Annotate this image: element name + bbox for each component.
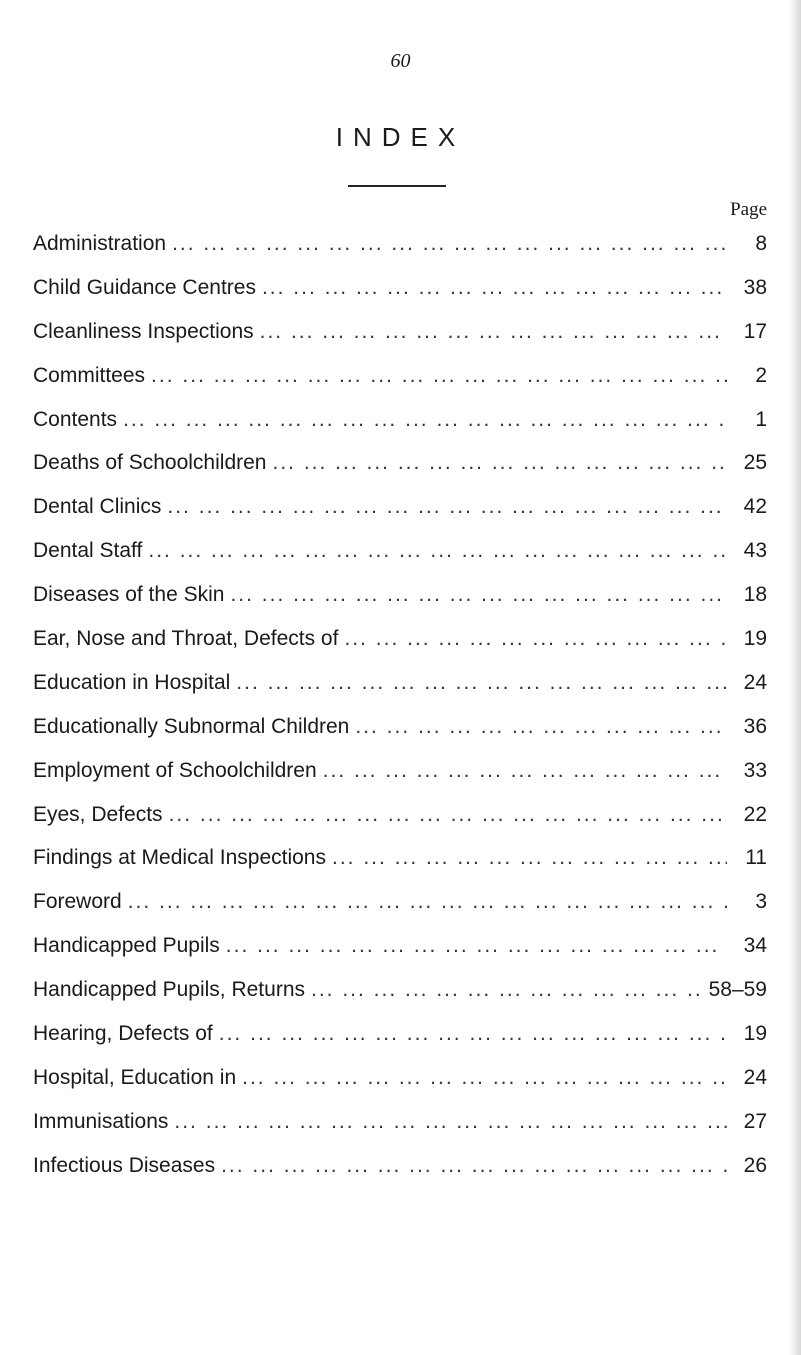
- dot-leader: [221, 1154, 727, 1178]
- index-entry: [33, 793, 767, 837]
- title-rule: [348, 185, 446, 187]
- dot-leader: [272, 451, 727, 475]
- dot-leader: [169, 803, 727, 827]
- entry-page: 2: [755, 363, 767, 387]
- index-entry: [33, 573, 767, 617]
- entry-page: 27: [743, 1109, 767, 1133]
- entry-page: 19: [743, 626, 767, 650]
- entry-page: 33: [743, 758, 767, 782]
- entry-label: Employment of Schoolchildren: [33, 758, 317, 782]
- dot-leader: [148, 539, 727, 563]
- entry-label: Educationally Subnormal Children: [33, 714, 350, 738]
- entry-page: 22: [743, 802, 767, 826]
- index-entry: [33, 398, 767, 442]
- entry-label: Handicapped Pupils: [33, 934, 220, 958]
- entry-page: 11: [745, 846, 767, 870]
- entry-label: Dental Clinics: [33, 495, 162, 519]
- index-entry: [33, 1056, 767, 1100]
- entry-label: Diseases of the Skin: [33, 583, 225, 607]
- entry-page: 43: [743, 539, 767, 563]
- dot-leader: [172, 232, 727, 256]
- entry-label: Handicapped Pupils, Returns: [33, 978, 305, 1002]
- entry-label: Committees: [33, 363, 146, 387]
- entry-page: 8: [755, 231, 767, 255]
- dot-leader: [323, 759, 727, 783]
- entry-page: 25: [743, 451, 767, 475]
- dot-leader: [219, 1022, 727, 1046]
- index-entry: [33, 222, 767, 266]
- entry-page: 24: [743, 1065, 767, 1089]
- index-entry: [33, 968, 767, 1012]
- index-entry: [33, 880, 767, 924]
- dot-leader: [311, 978, 703, 1002]
- entry-page: 1: [755, 407, 767, 431]
- index-entry: [33, 924, 767, 968]
- dot-leader: [236, 671, 727, 695]
- entry-label: Infectious Diseases: [33, 1153, 216, 1177]
- index-entries: [33, 222, 767, 1188]
- page-edge-shadow: [789, 0, 801, 1355]
- entry-page: 42: [743, 495, 767, 519]
- index-entry: [33, 485, 767, 529]
- dot-leader: [355, 715, 727, 739]
- entry-label: Contents: [33, 407, 118, 431]
- index-entry: [33, 749, 767, 793]
- dot-leader: [230, 583, 727, 607]
- index-entry: [33, 1100, 767, 1144]
- entry-label: Findings at Medical Inspections: [33, 846, 326, 870]
- entry-label: Hearing, Defects of: [33, 1021, 213, 1045]
- entry-label: Dental Staff: [33, 539, 143, 563]
- dot-leader: [262, 276, 727, 300]
- index-entry: [33, 661, 767, 705]
- dot-leader: [226, 934, 727, 958]
- entry-label: Education in Hospital: [33, 670, 231, 694]
- page-number: 60: [390, 50, 411, 72]
- entry-page: 36: [743, 714, 767, 738]
- entry-page: 38: [743, 275, 767, 299]
- entry-label: Administration: [33, 231, 167, 255]
- index-entry: [33, 705, 767, 749]
- entry-page: 3: [755, 890, 767, 914]
- dot-leader: [128, 890, 727, 914]
- entry-page: 34: [743, 934, 767, 958]
- entry-label: Deaths of Schoolchildren: [33, 451, 267, 475]
- entry-label: Ear, Nose and Throat, Defects of: [33, 626, 339, 650]
- entry-label: Foreword: [33, 890, 122, 914]
- index-entry: [33, 617, 767, 661]
- entry-label: Cleanliness Inspections: [33, 319, 254, 343]
- index-entry: [33, 354, 767, 398]
- index-entry: [33, 529, 767, 573]
- dot-leader: [344, 627, 727, 651]
- entry-page: 17: [743, 319, 767, 343]
- entry-page: 19: [743, 1021, 767, 1045]
- index-title: INDEX: [335, 122, 466, 152]
- entry-label: Hospital, Education in: [33, 1065, 237, 1089]
- dot-leader: [260, 320, 727, 344]
- dot-leader: [332, 846, 727, 870]
- entry-label: Child Guidance Centres: [33, 275, 256, 299]
- index-entry: [33, 266, 767, 310]
- dot-leader: [242, 1066, 727, 1090]
- dot-leader: [151, 364, 727, 388]
- index-entry: [33, 441, 767, 485]
- index-entry: [33, 836, 767, 880]
- entry-page: 26: [743, 1153, 767, 1177]
- page-column-heading: Page: [730, 199, 767, 220]
- entry-page: 18: [743, 583, 767, 607]
- entry-page: 24: [743, 670, 767, 694]
- index-entry: [33, 1012, 767, 1056]
- entry-label: Immunisations: [33, 1109, 169, 1133]
- entry-page: 58–59: [708, 978, 767, 1002]
- dot-leader: [167, 495, 727, 519]
- index-entry: [33, 310, 767, 354]
- entry-label: Eyes, Defects: [33, 802, 163, 826]
- index-entry: [33, 1144, 767, 1188]
- dot-leader: [123, 408, 727, 432]
- dot-leader: [174, 1110, 727, 1134]
